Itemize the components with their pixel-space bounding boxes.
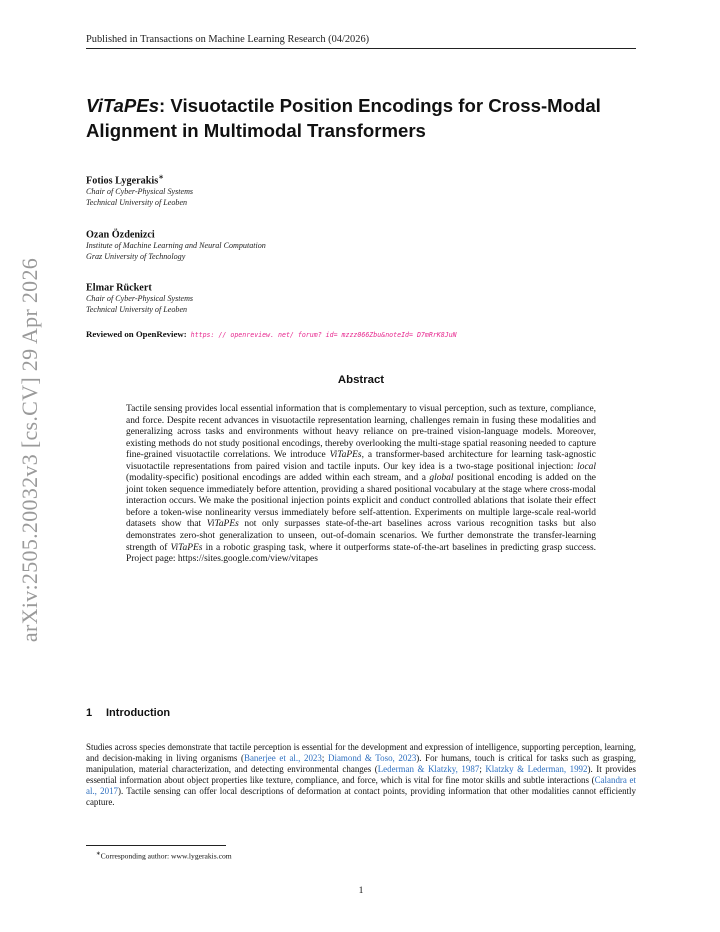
abstract-body (126, 404, 596, 566)
author-affiliation: Graz University of Technology (86, 251, 186, 261)
footnote-rule (86, 845, 226, 846)
abstract-heading: Abstract (337, 374, 385, 386)
emphasis-text: global (429, 473, 454, 484)
emphasis-text: ViTaPEs (170, 542, 203, 553)
citation-link[interactable]: Klatzky & Lederman, 1992 (485, 764, 588, 775)
section-title: Introduction (106, 707, 171, 719)
author-affiliation: Technical University of Leoben (86, 197, 188, 207)
paragraph-text: ). Tactile sensing can offer local descriptions of deformation at contact points, providing information that other modalities cannot efficiently capture. (86, 786, 636, 808)
author-block (86, 171, 486, 208)
author-name-text: Elmar Rückert (86, 282, 152, 294)
paragraph-text: , a transformer-based architecture for learning task-agnostic visuotactile representations from paired vision and tactile inputs. Our key idea is a two-stage positional injection: (126, 450, 596, 472)
openreview-link[interactable]: https: // openreview. net/ forum? id= mzzz066Zbu&noteId= D7mRrK8JuN (190, 331, 457, 339)
author-block (86, 278, 486, 315)
author-affiliation: Institute of Machine Learning and Neural Computation (86, 241, 266, 251)
paragraph-text: ; (479, 764, 486, 775)
author-affiliation: Chair of Cyber-Physical Systems (86, 294, 194, 304)
paragraph-text: ). For humans, touch is critical for tasks such as grasping, manipulation, material characterization, and detecting environmental changes ( (86, 753, 636, 775)
author-name (86, 171, 486, 187)
page-number: 1 (358, 885, 364, 896)
emphasis-text: ViTaPEs (329, 450, 362, 461)
introduction-paragraph (86, 742, 636, 808)
footnote-mark: ∗ (96, 851, 101, 857)
footnote-text: Corresponding author: www.lygerakis.com (100, 851, 232, 861)
author-name-text: Fotios Lygerakis (86, 175, 159, 187)
paragraph-text: ; (321, 753, 328, 764)
section-number: 1 (86, 707, 93, 719)
author-name (86, 225, 486, 241)
paragraph-text: Studies across species demonstrate that tactile perception is essential for the development and expression of intelligence, supporting perception, learning, and decision-making in living organisms ( (86, 742, 636, 764)
author-name (86, 278, 486, 294)
paragraph-text: positional encoding is added on the joint token sequence immediately before attention, providing a shared positional vocabulary at the stage where cross-modal interaction occurs. We make the positional injection points explicit and conduct controlled ablations that isolate their effect before a token-wise nonlinearity versus immediately before self-attention. Experiments on multiple large-scale real-world datasets show that (126, 473, 596, 530)
arxiv-stamp (8, 250, 52, 650)
title-method-name: ViTaPEs (86, 95, 160, 116)
paragraph-text: ). It provides essential information about object properties like texture, compliance, and force, which is vital for fine motor skills and subtle interactions ( (86, 764, 637, 786)
author-affiliation: Chair of Cyber-Physical Systems (86, 187, 194, 197)
title-rest: : Visuotactile Position Encodings for Cross-Modal Alignment in Multimodal Transformers (86, 95, 601, 141)
paper-title (86, 93, 646, 143)
paragraph-text: (modality-specific) positional encodings are added within each stream, and a (126, 473, 430, 484)
author-name-text: Ozan Özdenizci (86, 229, 155, 241)
citation-link[interactable]: Diamond & Toso, 2023 (328, 753, 417, 764)
author-affiliation: Technical University of Leoben (86, 304, 188, 314)
section-heading (86, 707, 486, 719)
emphasis-text: ViTaPEs (206, 519, 239, 530)
author-mark: ∗ (158, 173, 165, 181)
review-label: Reviewed on OpenReview: (86, 329, 187, 339)
paragraph-text: in a robotic grasping task, where it outperforms state-of-the-art baselines in predicting grasp success. Project page: https://sites.google.com/view/vitapes (126, 542, 596, 565)
author-block (86, 225, 486, 262)
citation-link[interactable]: Calandra et al., 2017 (86, 775, 636, 797)
paragraph-text: Tactile sensing provides local essential information that is complementary to visual perception, such as texture, compliance, and force. Despite recent advances in visuotactile representation learning, challenges remain in fusing these modalities and generalizing across tasks and environments without heavy reliance on pre-trained vision-language models. Moreover, existing methods do not study positional encodings, thereby overlooking the multi-stage spatial reasoning needed to capture fine-grained visuotactile correlations. We introduce (126, 404, 596, 461)
arxiv-identifier[interactable]: arXiv:2505.20032v3 [cs.CV] 29 Apr 2026 (17, 257, 42, 643)
footnote (86, 851, 646, 861)
running-header: Published in Transactions on Machine Learning Research (04/2026) (86, 34, 636, 49)
emphasis-text: local (577, 461, 596, 472)
citation-link[interactable]: Lederman & Klatzky, 1987 (377, 764, 480, 775)
citation-link[interactable]: Banerjee et al., 2023 (243, 753, 322, 764)
paragraph-text: not only surpasses state-of-the-art baselines across various recognition tasks but also demonstrates zero-shot generalization to unseen, out-of-domain scenarios. We further demonstrate the transfer-learning strength of (126, 519, 597, 553)
review-line (86, 329, 646, 339)
